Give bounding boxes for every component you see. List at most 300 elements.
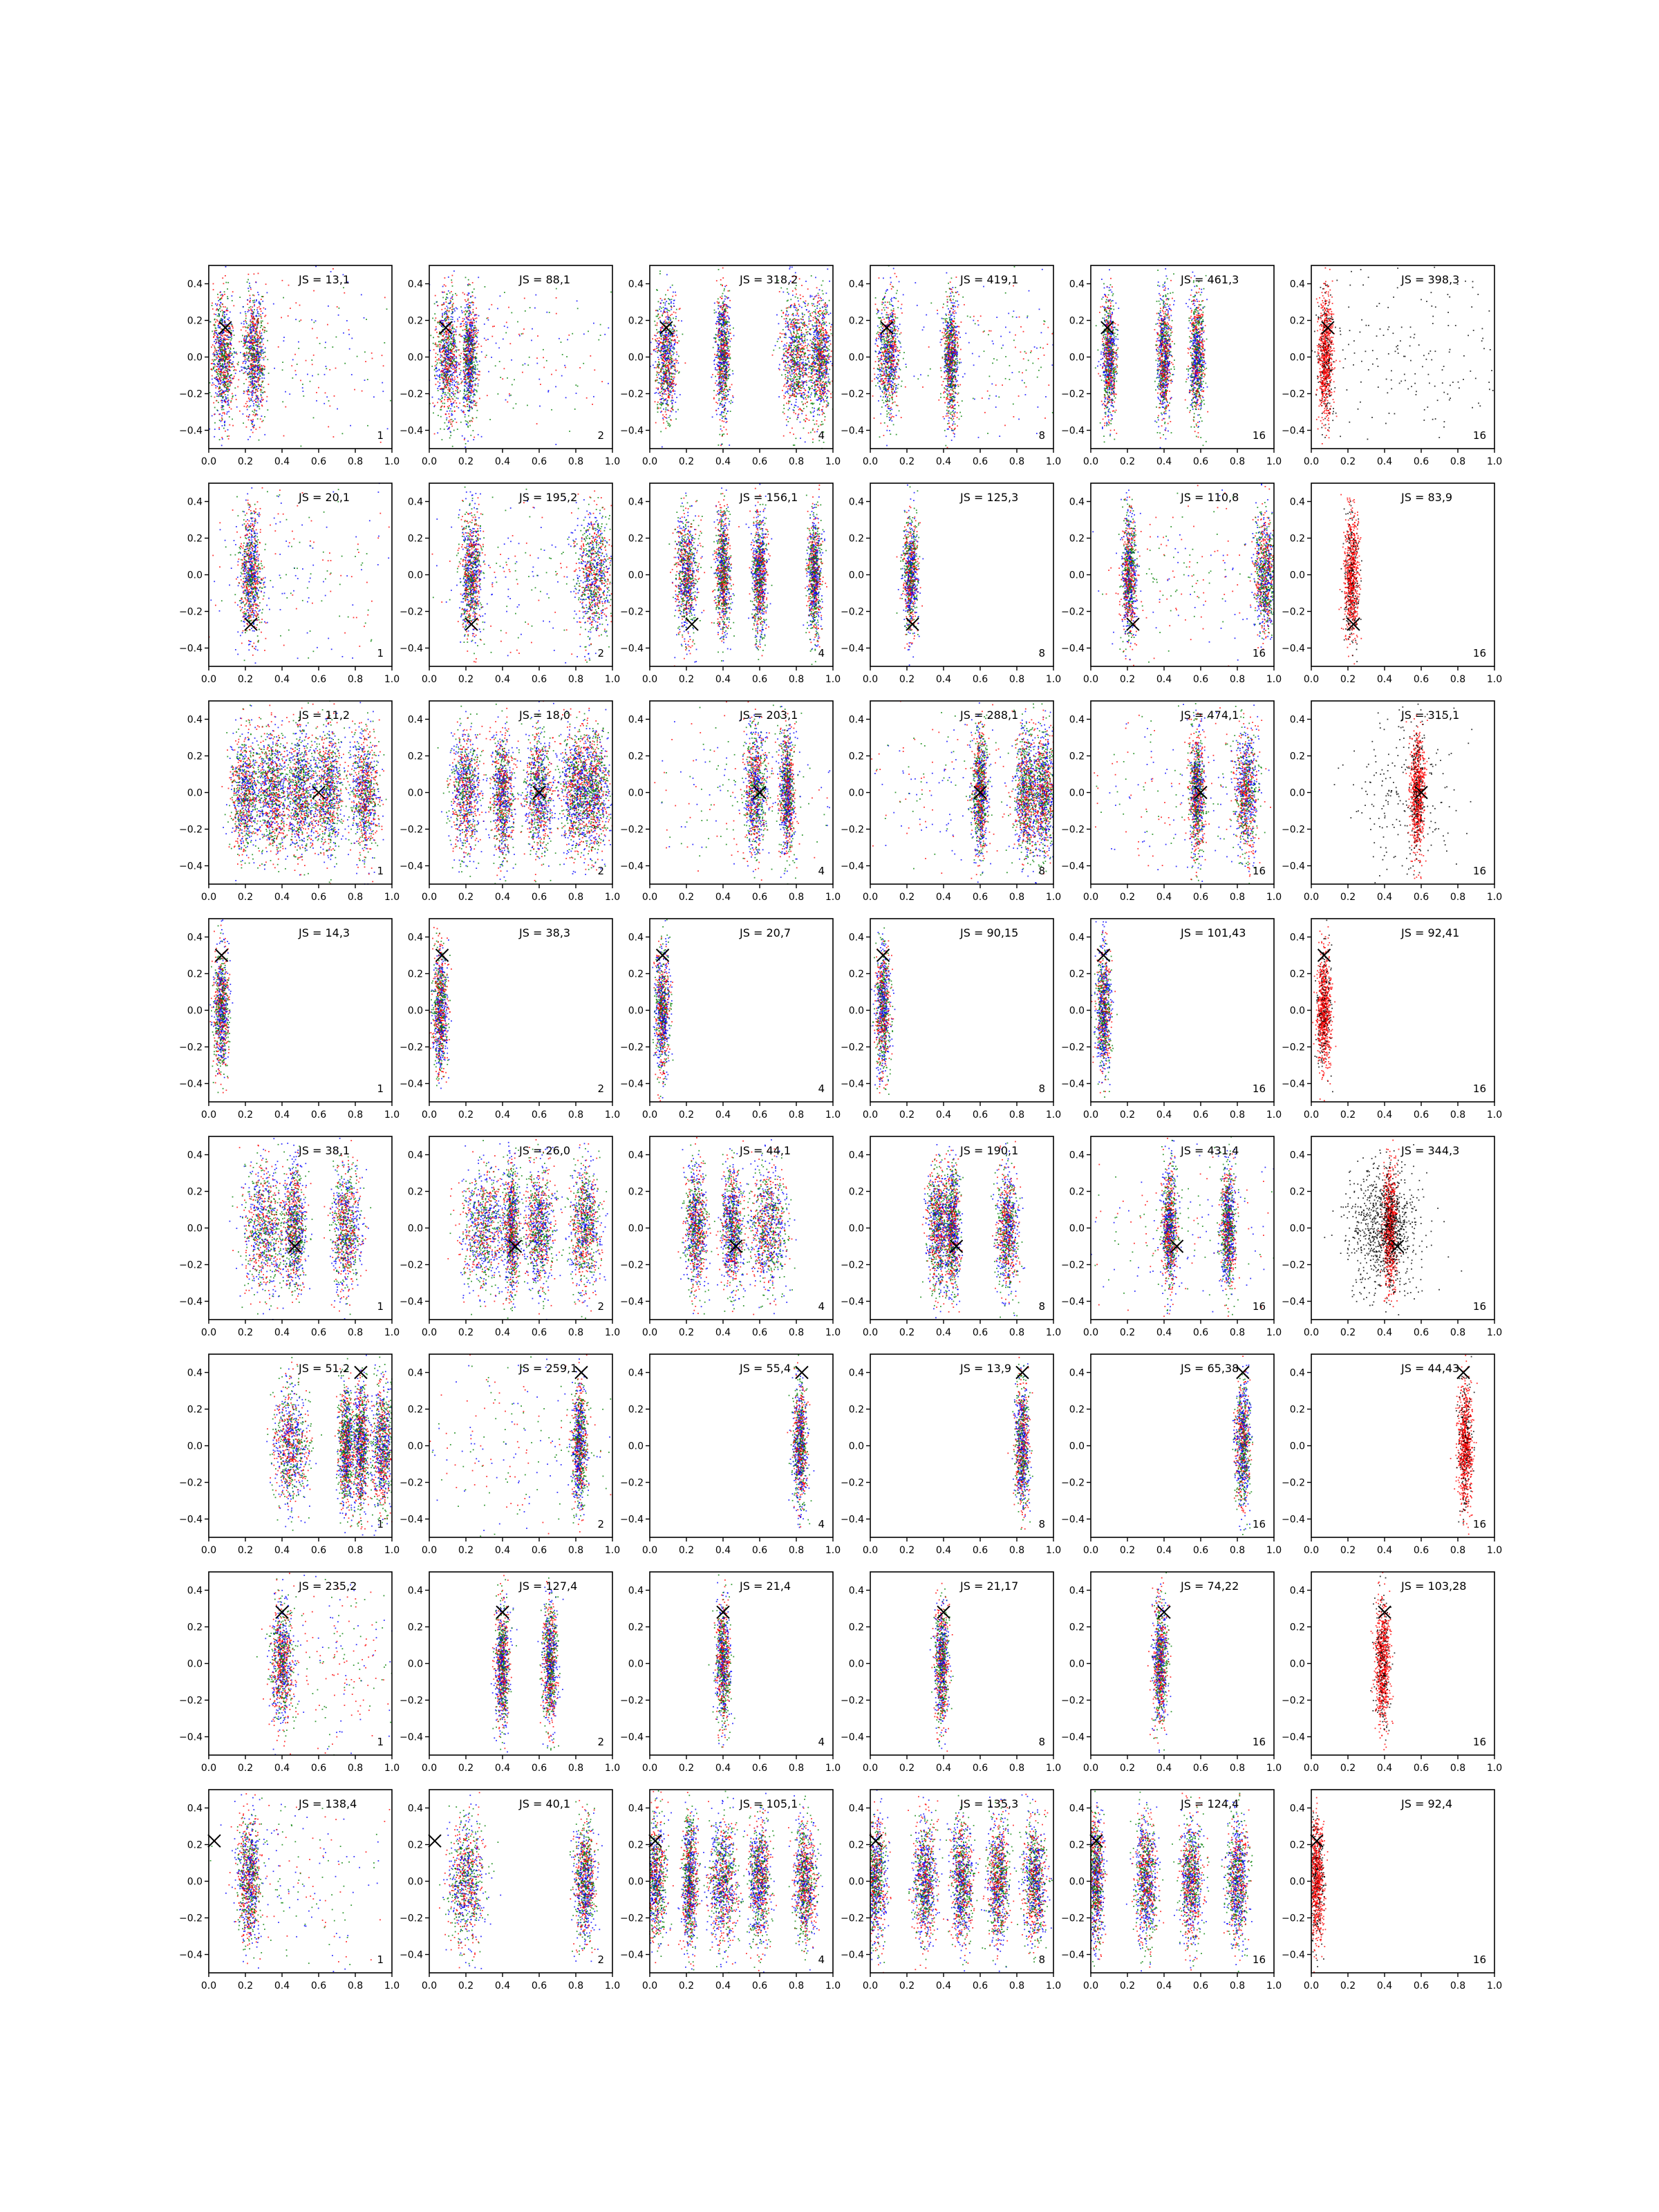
- scatter-point: [252, 294, 254, 296]
- scatter-point: [258, 353, 259, 355]
- scatter-point: [229, 377, 230, 378]
- scatter-point: [218, 342, 219, 344]
- scatter-point: [211, 396, 212, 397]
- scatter-point: [248, 274, 250, 275]
- scatter-point: [252, 318, 253, 319]
- scatter-point: [225, 323, 226, 324]
- scatter-point: [306, 360, 307, 362]
- scatter-point: [221, 349, 223, 350]
- scatter-point: [225, 401, 226, 402]
- scatter-point: [262, 368, 263, 369]
- scatter-point: [311, 319, 312, 321]
- scatter-point: [232, 353, 233, 355]
- scatter-point: [252, 343, 253, 344]
- scatter-point: [229, 337, 230, 338]
- scatter-point: [260, 338, 261, 339]
- scatter-point: [224, 353, 225, 354]
- scatter-point: [229, 359, 231, 361]
- scatter-point: [255, 356, 256, 357]
- scatter-point: [259, 356, 260, 357]
- scatter-point: [252, 359, 254, 360]
- scatter-point: [214, 330, 215, 332]
- scatter-point: [228, 411, 229, 413]
- scatter-point: [451, 341, 452, 342]
- scatter-point: [255, 399, 256, 400]
- scatter-point: [236, 353, 238, 355]
- scatter-point: [216, 332, 217, 334]
- scatter-point: [250, 289, 252, 290]
- scatter-point: [250, 381, 252, 382]
- scatter-point: [441, 398, 442, 400]
- scatter-point: [225, 350, 226, 352]
- scatter-point: [281, 317, 282, 319]
- scatter-point: [228, 328, 229, 329]
- scatter-point: [218, 383, 220, 384]
- scatter-point: [230, 339, 232, 341]
- scatter-point: [266, 401, 268, 402]
- scatter-point: [346, 320, 348, 321]
- scatter-point: [224, 314, 225, 315]
- scatter-point: [212, 382, 214, 384]
- count-label: 1: [377, 429, 384, 442]
- scatter-point: [238, 341, 240, 343]
- scatter-point: [252, 321, 253, 322]
- scatter-point: [384, 297, 386, 299]
- scatter-point: [225, 374, 226, 375]
- scatter-point: [260, 390, 261, 391]
- scatter-point: [326, 366, 327, 367]
- scatter-point: [254, 359, 255, 361]
- scatter-point: [295, 319, 297, 320]
- x-tick-label: 1.0: [605, 456, 620, 467]
- scatter-point: [325, 347, 326, 348]
- scatter-point: [235, 395, 236, 396]
- scatter-point: [260, 341, 261, 343]
- scatter-point: [219, 377, 221, 379]
- scatter-point: [229, 312, 231, 313]
- scatter-point: [311, 359, 312, 361]
- scatter-point: [235, 373, 236, 374]
- scatter-point: [225, 372, 226, 373]
- scatter-point: [449, 327, 451, 328]
- scatter-point: [226, 413, 227, 415]
- scatter-point: [245, 363, 246, 364]
- scatter-point: [232, 355, 233, 356]
- scatter-point: [230, 362, 232, 364]
- scatter-point: [230, 353, 232, 354]
- scatter-point: [344, 292, 345, 294]
- scatter-point: [254, 392, 256, 393]
- panel-background: [209, 265, 392, 449]
- scatter-point: [250, 324, 251, 325]
- scatter-point: [250, 308, 252, 310]
- scatter-point: [243, 306, 244, 308]
- scatter-point: [220, 383, 221, 384]
- scatter-point: [386, 308, 388, 310]
- x-tick-label: 0.0: [422, 456, 437, 467]
- scatter-point: [223, 306, 224, 308]
- scatter-point: [245, 326, 246, 328]
- scatter-point: [267, 409, 268, 411]
- scatter-point: [219, 339, 221, 341]
- scatter-point: [222, 372, 223, 373]
- scatter-point: [248, 389, 250, 391]
- scatter-point: [256, 330, 257, 331]
- scatter-point: [259, 357, 261, 359]
- x-tick-label: 0.4: [495, 456, 510, 467]
- scatter-point: [250, 346, 251, 348]
- scatter-point: [367, 425, 368, 427]
- scatter-point: [227, 319, 228, 320]
- scatter-point: [264, 434, 265, 435]
- scatter-point: [302, 384, 303, 385]
- scatter-point: [299, 305, 301, 306]
- scatter-point: [230, 402, 232, 403]
- scatter-point: [262, 329, 263, 330]
- scatter-point: [214, 354, 216, 355]
- scatter-point: [255, 360, 256, 362]
- scatter-point: [227, 429, 229, 431]
- scatter-point: [260, 353, 261, 354]
- scatter-point: [246, 323, 247, 324]
- scatter-point: [225, 335, 226, 336]
- x-tick-label: 0.2: [238, 456, 253, 467]
- scatter-point: [217, 353, 218, 354]
- scatter-point: [217, 366, 218, 368]
- scatter-point: [236, 399, 237, 400]
- scatter-point: [225, 356, 226, 357]
- scatter-point: [223, 366, 225, 367]
- scatter-point: [252, 336, 254, 337]
- scatter-point: [259, 366, 261, 367]
- scatter-point: [452, 446, 453, 447]
- scatter-point: [457, 389, 458, 391]
- scatter-point: [436, 332, 438, 333]
- scatter-point: [216, 393, 218, 395]
- scatter-point: [225, 310, 227, 312]
- scatter-point: [214, 377, 216, 379]
- scatter-point: [217, 294, 218, 295]
- scatter-point: [265, 308, 266, 310]
- scatter-point: [232, 378, 233, 379]
- scatter-point: [336, 337, 337, 338]
- scatter-point: [364, 351, 366, 353]
- scatter-point: [219, 328, 221, 329]
- scatter-point: [245, 315, 247, 317]
- scatter-point: [243, 338, 245, 339]
- scatter-point: [218, 427, 220, 429]
- scatter-point: [448, 303, 449, 304]
- scatter-point: [221, 294, 223, 295]
- scatter-point: [453, 394, 454, 395]
- scatter-point: [328, 306, 329, 307]
- scatter-point: [257, 374, 259, 375]
- scatter-point: [229, 342, 231, 344]
- scatter-point: [213, 352, 214, 353]
- scatter-point: [218, 309, 219, 310]
- scatter-point: [256, 333, 257, 335]
- scatter-point: [382, 355, 383, 356]
- scatter-point: [335, 368, 337, 369]
- scatter-point: [216, 395, 218, 397]
- scatter-point: [253, 427, 254, 429]
- scatter-point: [263, 326, 265, 328]
- scatter-point: [224, 400, 225, 401]
- scatter-point: [248, 416, 250, 418]
- scatter-point: [221, 409, 223, 411]
- scatter-point: [216, 350, 218, 351]
- scatter-point: [229, 351, 231, 353]
- scatter-point: [253, 355, 254, 357]
- scatter-point: [230, 382, 232, 384]
- scatter-point: [224, 294, 225, 295]
- scatter-point: [218, 369, 219, 371]
- scatter-point: [257, 382, 259, 383]
- scatter-point: [252, 311, 253, 312]
- scatter-point: [259, 330, 261, 332]
- scatter-point: [258, 273, 259, 274]
- x-tick-label: 0.8: [568, 456, 583, 467]
- scatter-point: [213, 289, 214, 290]
- scatter-point: [215, 348, 216, 350]
- scatter-point: [243, 326, 244, 328]
- scatter-point: [250, 398, 252, 400]
- scatter-point: [233, 366, 234, 367]
- scatter-point: [256, 360, 258, 362]
- scatter-point: [258, 366, 259, 368]
- scatter-point: [254, 325, 256, 326]
- scatter-point: [222, 413, 223, 414]
- scatter-point: [214, 314, 215, 315]
- scatter-point: [452, 319, 453, 320]
- scatter-point: [444, 388, 445, 389]
- scatter-point: [257, 292, 259, 293]
- scatter-point: [333, 436, 335, 438]
- scatter-point: [220, 366, 221, 367]
- scatter-point: [220, 350, 221, 351]
- scatter-point: [250, 377, 251, 378]
- scatter-point: [387, 428, 388, 429]
- scatter-point: [228, 326, 229, 327]
- y-tick-label: −0.4: [400, 426, 423, 437]
- scatter-point: [221, 375, 222, 377]
- x-tick-label: 0.8: [348, 456, 363, 467]
- scatter-point: [218, 347, 219, 348]
- scatter-point: [451, 309, 453, 310]
- scatter-point: [438, 382, 439, 383]
- scatter-point: [223, 393, 225, 394]
- scatter-point: [259, 379, 260, 381]
- scatter-point: [227, 335, 228, 336]
- scatter-point: [246, 415, 247, 417]
- scatter-point: [256, 344, 258, 346]
- scatter-point: [214, 335, 216, 336]
- scatter-point: [351, 374, 353, 375]
- scatter-point: [223, 374, 224, 375]
- scatter-point: [256, 404, 257, 406]
- scatter-point: [252, 313, 254, 315]
- scatter-point: [249, 328, 250, 330]
- scatter-point: [218, 297, 219, 299]
- scatter-point: [261, 355, 262, 356]
- scatter-point: [247, 345, 248, 346]
- scatter-point: [255, 364, 256, 366]
- scatter-point: [248, 309, 250, 310]
- scatter-point: [256, 299, 257, 301]
- scatter-point: [458, 321, 459, 322]
- scatter-point: [248, 366, 250, 367]
- scatter-point: [247, 373, 249, 374]
- y-tick-label: 0.0: [408, 353, 423, 364]
- scatter-point: [250, 313, 252, 315]
- scatter-point: [357, 356, 358, 357]
- scatter-point: [303, 395, 304, 397]
- scatter-point: [324, 374, 326, 375]
- scatter-point: [231, 334, 232, 335]
- scatter-point: [226, 390, 227, 391]
- scatter-point: [361, 294, 362, 296]
- scatter-point: [255, 342, 256, 344]
- scatter-point: [224, 425, 225, 427]
- scatter-point: [290, 308, 291, 309]
- scatter-point: [224, 412, 225, 413]
- scatter-point: [220, 341, 221, 342]
- scatter-point: [249, 414, 250, 415]
- scatter-point: [303, 391, 304, 392]
- scatter-point: [261, 332, 262, 334]
- scatter-point: [213, 353, 214, 355]
- scatter-point: [224, 346, 225, 347]
- scatter-point: [225, 330, 227, 332]
- scatter-point: [244, 372, 245, 373]
- scatter-point: [232, 393, 233, 395]
- scatter-point: [254, 309, 255, 310]
- scatter-point: [232, 419, 233, 420]
- scatter-point: [223, 337, 225, 339]
- scatter-point: [214, 371, 216, 372]
- scatter-point: [259, 359, 261, 361]
- scatter-point: [254, 342, 256, 344]
- scatter-point: [451, 282, 453, 283]
- scatter-point: [261, 321, 262, 322]
- scatter-point: [257, 406, 259, 408]
- scatter-point: [312, 364, 313, 365]
- scatter-point: [226, 314, 227, 315]
- scatter-point: [261, 338, 263, 339]
- scatter-point: [258, 322, 259, 324]
- scatter-point: [226, 388, 227, 389]
- scatter-point: [382, 391, 384, 392]
- scatter-point: [274, 368, 275, 369]
- scatter-point: [317, 337, 318, 339]
- scatter-point: [264, 330, 265, 331]
- scatter-point: [299, 321, 300, 322]
- scatter-point: [228, 344, 229, 345]
- scatter-point: [261, 349, 262, 350]
- scatter-point: [260, 315, 261, 316]
- scatter-point: [245, 359, 246, 360]
- scatter-point: [328, 400, 330, 402]
- scatter-point: [217, 374, 218, 375]
- scatter-point: [217, 303, 218, 305]
- scatter-point: [258, 388, 259, 389]
- scatter-point: [253, 302, 254, 303]
- scatter-point: [219, 439, 221, 440]
- scatter-point: [253, 385, 254, 386]
- scatter-point: [221, 357, 222, 359]
- scatter-point: [249, 301, 250, 302]
- scatter-point: [214, 341, 215, 342]
- scatter-point: [224, 330, 225, 332]
- scatter-point: [372, 358, 373, 359]
- scatter-point: [283, 435, 285, 437]
- scatter-point: [301, 446, 302, 447]
- scatter-point: [255, 381, 256, 382]
- scatter-point: [225, 370, 226, 371]
- scatter-point: [338, 315, 339, 316]
- scatter-point: [243, 353, 244, 355]
- scatter-point: [221, 389, 223, 391]
- scatter-point: [216, 308, 218, 310]
- scatter-point: [227, 400, 229, 401]
- scatter-point: [218, 355, 219, 357]
- scatter-point: [245, 344, 246, 346]
- scatter-point: [259, 368, 261, 370]
- scatter-point: [354, 389, 355, 391]
- scatter-point: [292, 377, 293, 379]
- scatter-point: [219, 387, 221, 388]
- scatter-point: [298, 341, 299, 343]
- scatter-point: [243, 383, 245, 384]
- scatter-point: [228, 357, 229, 359]
- scatter-point: [229, 369, 230, 371]
- scatter-point: [252, 411, 253, 412]
- scatter-point: [214, 332, 216, 333]
- scatter-point: [265, 348, 266, 349]
- scatter-point: [253, 405, 254, 406]
- scatter-point: [259, 364, 261, 365]
- scatter-point: [222, 295, 223, 297]
- scatter-point: [227, 395, 229, 396]
- scatter-point: [441, 348, 442, 350]
- scatter-point: [258, 346, 259, 348]
- scatter-point: [247, 409, 248, 411]
- scatter-point: [252, 426, 254, 427]
- scatter-point: [252, 324, 253, 325]
- scatter-point: [250, 400, 252, 401]
- scatter-point: [223, 384, 224, 386]
- x-tick-label: 0.6: [532, 456, 547, 467]
- scatter-point: [217, 320, 218, 321]
- scatter-point: [247, 393, 248, 395]
- scatter-point: [251, 337, 252, 338]
- scatter-point: [245, 357, 246, 358]
- scatter-point: [216, 369, 217, 371]
- x-tick-label: 0.2: [458, 456, 474, 467]
- scatter-point: [252, 377, 254, 378]
- scatter-point: [252, 362, 254, 363]
- scatter-point: [212, 368, 213, 370]
- scatter-point: [255, 344, 256, 346]
- scatter-point: [250, 365, 252, 366]
- scatter-point: [249, 351, 250, 353]
- scatter-point: [253, 392, 254, 393]
- scatter-point: [349, 348, 350, 350]
- scatter-point: [451, 376, 453, 377]
- scatter-point: [253, 328, 254, 330]
- scatter-point: [268, 373, 270, 374]
- scatter-point: [219, 368, 221, 370]
